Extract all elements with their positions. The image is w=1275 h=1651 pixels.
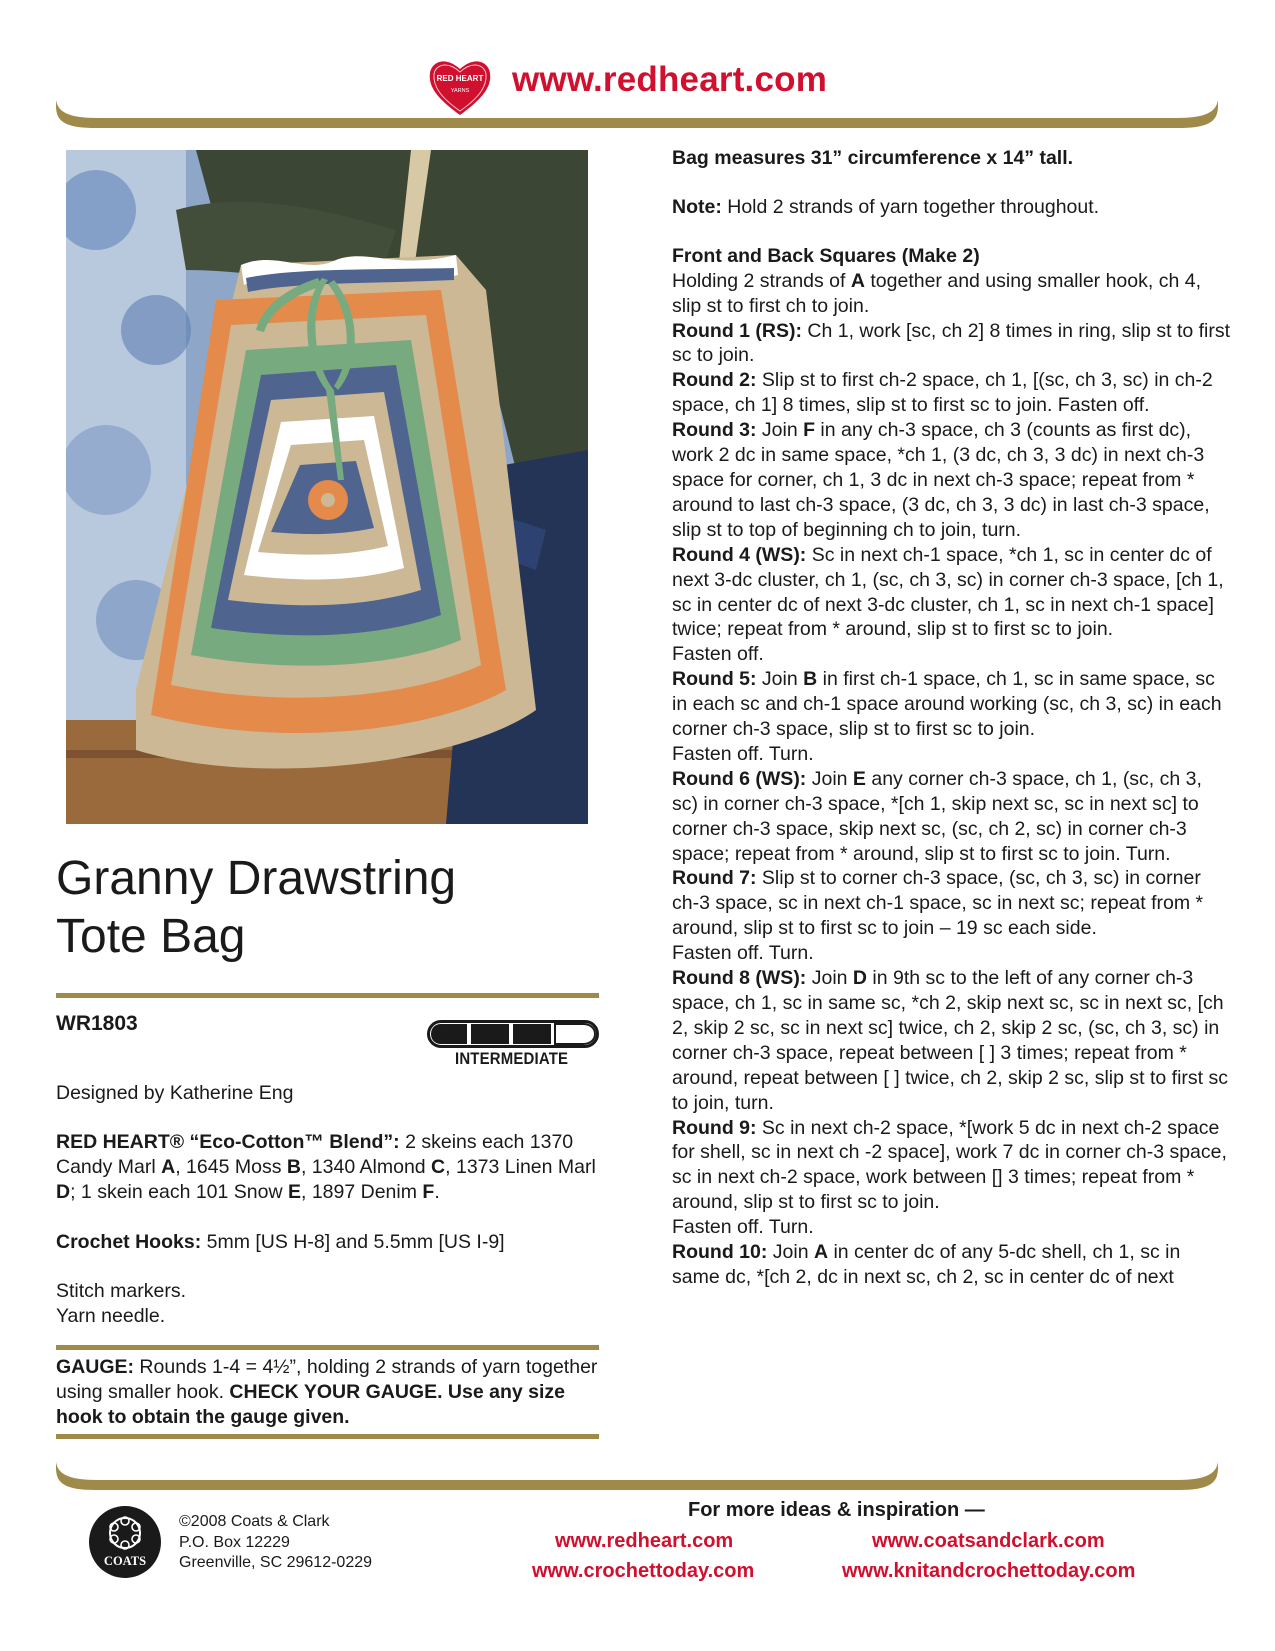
crochet-hooks bbox=[56, 1230, 606, 1255]
round-7 bbox=[672, 866, 1232, 941]
skill-segment-1 bbox=[431, 1024, 467, 1044]
text-run: D bbox=[56, 1181, 71, 1203]
notion-yarn-needle: Yarn needle. bbox=[56, 1305, 166, 1327]
text-run: F bbox=[422, 1181, 435, 1203]
text-run: Ch 1, work [sc, ch 2] 8 times in ring, slip st to first sc to join. bbox=[672, 319, 1231, 367]
po-box: P.O. Box 12229 bbox=[179, 1533, 290, 1551]
text-run: A bbox=[850, 269, 865, 292]
text-run: Sc in next ch-2 space, *[work 5 dc in next ch-2 space for shell, sc in next ch -2 space], work 7 dc in corner ch-3 space, sc in next ch-2 space, work between [] 3 times; repeat from * around, slip st to first sc to join. bbox=[672, 1116, 1227, 1214]
round-9-end: Fasten off. Turn. bbox=[672, 1216, 814, 1239]
text-run: in 9th sc to the left of any corner ch-3 space, ch 1, sc in same sc, *ch 2, skip next sc, sc in next sc, [ch 2, skip 2 sc, sc in next sc] twice, ch 2, skip 2 sc, (sc, ch 3, sc) in corner ch-3 space, repeat between [ ] 3 times; repeat from * around, repeat between [ ] twice, ch 2, skip 2 sc, slip st to first sc to join, turn. bbox=[672, 967, 1228, 1114]
link-crochettoday[interactable]: www.crochettoday.com bbox=[532, 1560, 755, 1582]
round-8 bbox=[672, 966, 1232, 1115]
text-run: Crochet Hooks: bbox=[56, 1231, 202, 1253]
text-run: , 1373 Linen Marl bbox=[445, 1156, 596, 1178]
logo-text: RED HEART bbox=[436, 74, 484, 83]
pattern-code: WR1803 bbox=[56, 1012, 138, 1035]
text-run: Round 8 (WS): bbox=[672, 967, 807, 990]
divider bbox=[56, 1434, 599, 1439]
skill-segment-3 bbox=[513, 1024, 551, 1044]
skill-segment-2 bbox=[471, 1024, 509, 1044]
text-run: Slip st to corner ch-3 space, (sc, ch 3, sc) in corner ch-3 space, sc in next ch-1 space, sc in next sc; repeat from * around, slip st to first sc to join – 19 sc each side. bbox=[672, 867, 1204, 940]
text-run: Round 9: bbox=[672, 1116, 757, 1139]
text-run: ; 1 skein each 101 Snow bbox=[70, 1181, 288, 1203]
designer-credit: Designed by Katherine Eng bbox=[56, 1082, 294, 1104]
title-line-2: Tote Bag bbox=[56, 910, 246, 963]
text-run: Sc in next ch-1 space, *ch 1, sc in center dc of next 3-dc cluster, ch 1, (sc, ch 3, sc) in corner ch-3 space, [ch 1, sc in center dc of next 3-dc cluster, ch 1, sc in next ch-1 space] twice; repeat from * around, slip st to first sc to join. bbox=[672, 543, 1224, 641]
pattern-instructions bbox=[672, 146, 1232, 1290]
text-run: A bbox=[161, 1156, 176, 1178]
intro bbox=[672, 269, 1232, 319]
notion-stitch-markers: Stitch markers. bbox=[56, 1280, 187, 1302]
skill-level-label: INTERMEDIATE bbox=[455, 1049, 569, 1068]
divider bbox=[56, 993, 599, 998]
text-run: 5mm [US H-8] and 5.5mm [US I-9] bbox=[201, 1231, 505, 1253]
text-run: in any ch-3 space, ch 3 (counts as first dc), work 2 dc in same space, *ch 1, (3 dc, ch 3, 3 dc) in next ch-3 space for corner, ch 1, 3 dc in next ch-3 space; repeat from * around to last ch-3 space, (3 dc, ch 3, 3 dc) in last ch-3 space, slip st to top of beginning ch to join, turn. bbox=[672, 419, 1210, 541]
text-run: GAUGE: bbox=[56, 1356, 134, 1378]
text-run: Join bbox=[806, 767, 853, 790]
link-redheart[interactable]: www.redheart.com bbox=[555, 1530, 734, 1552]
text-run: in first ch-1 space, ch 1, sc in same space, sc in each sc and ch-1 space around working (sc, ch 3, sc) in each corner ch-3 space, slip st to first sc to join. bbox=[672, 668, 1222, 741]
skill-level-meter bbox=[427, 1020, 599, 1048]
text-run: F bbox=[803, 419, 816, 442]
copyright: ©2008 Coats & Clark bbox=[179, 1513, 330, 1530]
text-run: , 1340 Almond bbox=[300, 1156, 432, 1178]
text-run: Join bbox=[767, 1241, 814, 1264]
title-line-1: Granny Drawstring bbox=[56, 852, 457, 905]
product-photo bbox=[66, 150, 588, 824]
text-run: Join bbox=[756, 668, 804, 691]
logo-subtext: YARNS bbox=[450, 88, 470, 94]
text-run: Holding 2 strands of bbox=[672, 269, 851, 292]
link-knitandcrochettoday[interactable]: www.knitandcrochettoday.com bbox=[842, 1560, 1136, 1582]
text-run: together and using smaller hook, ch 4, slip st to first ch to join. bbox=[672, 269, 1201, 317]
section-heading bbox=[672, 244, 1232, 269]
round-5-end: Fasten off. Turn. bbox=[672, 742, 814, 765]
text-run: in center dc of any 5-dc shell, ch 1, sc in same dc, *[ch 2, dc in next sc, ch 2, sc in center dc of next bbox=[672, 1241, 1181, 1288]
text-run: Hold 2 strands of yarn together throughout. bbox=[721, 195, 1100, 218]
text-run: Round 4 (WS): bbox=[672, 543, 807, 566]
text-run: Join bbox=[806, 967, 853, 990]
round-2 bbox=[672, 368, 1232, 418]
yarn-brand: RED HEART® “Eco-Cotton™ Blend”: bbox=[56, 1131, 400, 1153]
text-run: . bbox=[434, 1181, 440, 1203]
text-run: Round 10: bbox=[672, 1241, 768, 1264]
round-3 bbox=[672, 418, 1232, 543]
text-run: Slip st to first ch-2 space, ch 1, [(sc, ch 3, sc) in ch-2 space, ch 1] 8 times, slip st to first sc to join. Fasten off. bbox=[672, 369, 1213, 417]
round-10 bbox=[672, 1240, 1232, 1290]
round-5 bbox=[672, 667, 1232, 742]
text-run: any corner ch-3 space, ch 1, (sc, ch 3, sc) in corner ch-3 space, *[ch 1, skip next sc, sc in next sc] to corner ch-3 space, skip next sc, (sc, ch 2, sc) in corner ch-3 space; repeat from * around, slip st to first sc to join. Turn. bbox=[672, 767, 1202, 865]
pattern-title bbox=[56, 850, 576, 966]
link-coatsandclark[interactable]: www.coatsandclark.com bbox=[872, 1530, 1105, 1552]
text-run: , 1645 Moss bbox=[175, 1156, 287, 1178]
coats-logo[interactable] bbox=[88, 1505, 162, 1579]
text-run: Round 6 (WS): bbox=[672, 767, 807, 790]
round-7-end: Fasten off. Turn. bbox=[672, 942, 814, 965]
text-run: Round 5: bbox=[672, 668, 757, 691]
text-run: 2 skeins each 1370 Candy Marl bbox=[56, 1131, 574, 1178]
round-9 bbox=[672, 1116, 1232, 1216]
text-run: Round 7: bbox=[672, 867, 757, 890]
text-run: CHECK YOUR GAUGE. Use any size hook to obtain the gauge given. bbox=[56, 1381, 565, 1428]
skill-segment-4 bbox=[555, 1024, 595, 1044]
round-4-end: Fasten off. bbox=[672, 643, 764, 666]
coats-logo-text: COATS bbox=[103, 1554, 147, 1568]
text-run: Note: bbox=[672, 195, 722, 218]
text-run: Join bbox=[756, 419, 804, 442]
notions bbox=[56, 1279, 606, 1329]
divider bbox=[56, 1345, 599, 1350]
round-1 bbox=[672, 319, 1232, 369]
text-run: Round 2: bbox=[672, 369, 757, 392]
yarn-list bbox=[56, 1130, 606, 1205]
text-run: Round 3: bbox=[672, 419, 757, 442]
text-run: B bbox=[286, 1156, 301, 1178]
text-run: A bbox=[813, 1241, 829, 1264]
city: Greenville, SC 29612-0229 bbox=[179, 1554, 373, 1571]
company-address bbox=[179, 1512, 372, 1574]
footer-heading: For more ideas & inspiration — bbox=[688, 1499, 985, 1521]
round-4 bbox=[672, 543, 1232, 643]
header-swoosh bbox=[56, 100, 1218, 140]
gauge-note bbox=[56, 1355, 601, 1430]
site-url-header[interactable]: www.redheart.com bbox=[512, 60, 828, 99]
footer-swoosh bbox=[56, 1462, 1218, 1502]
text-run: C bbox=[431, 1156, 446, 1178]
text-run: E bbox=[852, 767, 866, 790]
note bbox=[672, 195, 1232, 220]
text-run: Front and Back Squares (Make 2) bbox=[672, 244, 980, 267]
round-6 bbox=[672, 767, 1232, 867]
bag-measurements bbox=[672, 146, 1232, 171]
text-run: E bbox=[287, 1181, 301, 1203]
text-run: B bbox=[803, 668, 818, 691]
text-run: Round 1 (RS): bbox=[672, 319, 802, 342]
text-run: Bag measures 31” circumference x 14” tall. bbox=[672, 147, 1074, 169]
text-run: , 1897 Denim bbox=[301, 1181, 423, 1203]
text-run: Rounds 1-4 = 4½”, holding 2 strands of yarn together using smaller hook. bbox=[56, 1356, 598, 1403]
text-run: D bbox=[852, 967, 868, 990]
